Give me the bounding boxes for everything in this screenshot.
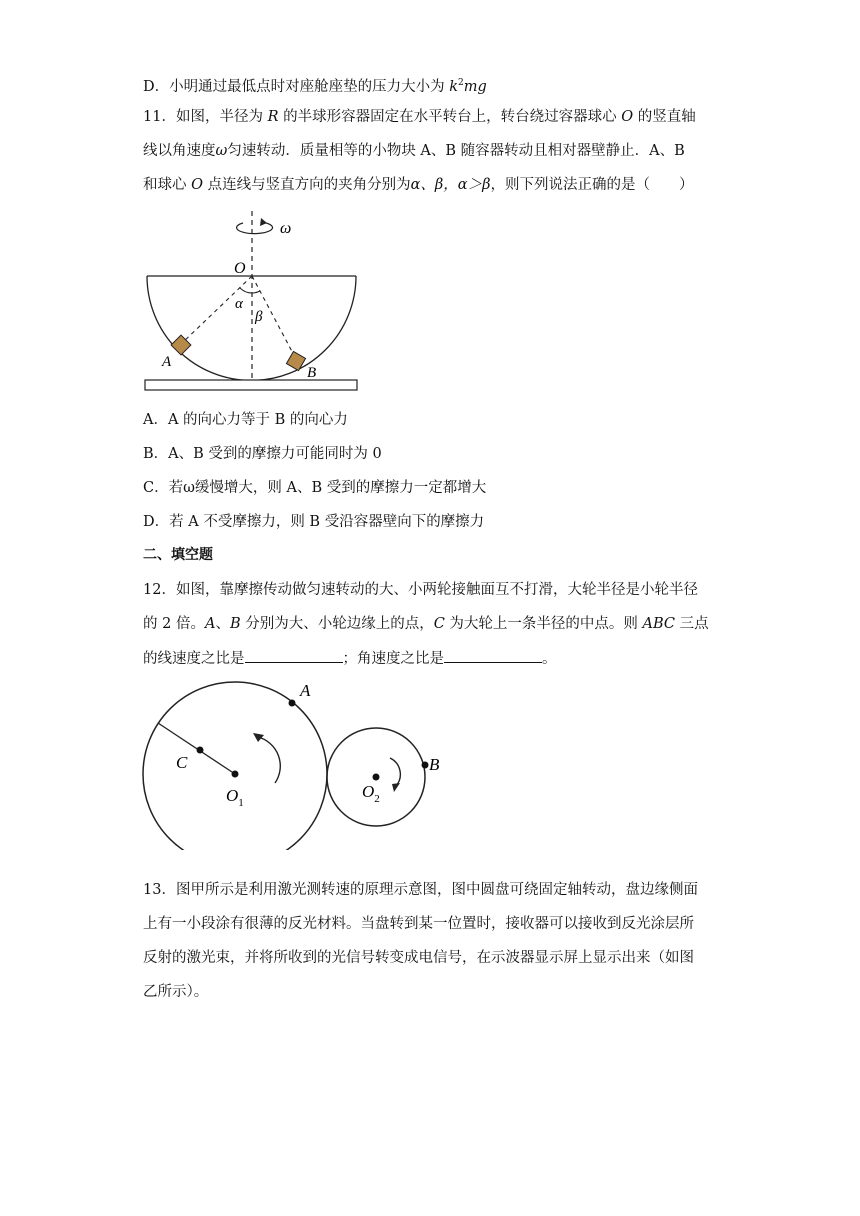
q13-line-1: 13．图甲所示是利用激光测转速的原理示意图，图中圆盘可绕固定轴转动，盘边缘侧面 <box>143 882 698 898</box>
q12-line-3: 的线速度之比是 ；角速度之比是 。 <box>143 648 557 669</box>
point-a-label: A <box>300 681 311 700</box>
block-b-label: B <box>307 365 317 381</box>
q11-option-a: A．A 的向心力等于 B 的向心力 <box>143 412 348 428</box>
point-c-label: C <box>176 753 188 772</box>
large-wheel <box>143 682 327 850</box>
omega-label: ω <box>280 220 292 237</box>
q11-line-2: 线以角速度ω匀速转动．质量相等的小物块 A、B 随容器转动且相对器壁静止．A、B <box>143 143 685 159</box>
large-wheel-arrow-icon <box>258 737 280 783</box>
q12-line-1: 12．如图，靠摩擦传动做匀速转动的大、小两轮接触面互不打滑，大轮半径是小轮半径 <box>143 582 698 598</box>
q13-line-2: 上有一小段涂有很薄的反光材料。当盘转到某一位置时，接收器可以接收到反光涂层所 <box>143 916 694 932</box>
q11-line-3: 和球心 O 点连线与竖直方向的夹角分别为α、β，α＞β，则下列说法正确的是（ ） <box>143 177 694 193</box>
turntable <box>145 380 357 390</box>
point-b-label: B <box>429 755 440 774</box>
center-o1-dot <box>232 771 239 778</box>
point-c-dot <box>197 747 204 754</box>
q12-wheels-figure <box>140 680 450 850</box>
point-b-dot <box>422 762 429 769</box>
alpha-arc <box>240 288 252 293</box>
o-label: O <box>234 260 246 277</box>
large-wheel-radius <box>158 723 235 774</box>
answer-blank-1[interactable] <box>245 648 343 663</box>
section-heading: 二、填空题 <box>143 547 213 563</box>
q11-option-c: C．若ω缓慢增大，则 A、B 受到的摩擦力一定都增大 <box>143 480 487 496</box>
small-wheel-arrow-icon <box>390 758 400 786</box>
beta-arc <box>252 291 260 293</box>
o2-label: $O_2$ <box>362 782 380 805</box>
q12-line-2: 的 2 倍。A、B 分别为大、小轮边缘上的点，C 为大轮上一条半径的中点。则 ABC 三点 <box>143 616 709 632</box>
q11-option-d: D．若 A 不受摩擦力，则 B 受沿容器壁向下的摩擦力 <box>143 514 485 530</box>
point-a-dot <box>289 700 296 707</box>
q11-line-1: 11．如图，半径为 R 的半球形容器固定在水平转台上，转台绕过容器球心 O 的竖直轴 <box>143 109 696 125</box>
q10-option-d: D．小明通过最低点时对座舱座垫的压力大小为 $k^2mg$ <box>143 78 487 95</box>
o1-label: $O_1$ <box>226 786 244 809</box>
answer-blank-2[interactable] <box>444 648 542 663</box>
q13-line-3: 反射的激光束，并将所收到的光信号转变成电信号，在示波器显示屏上显示出来（如图 <box>143 950 694 966</box>
beta-label: β <box>255 309 263 325</box>
rotation-arrow-icon <box>237 222 273 234</box>
q11-option-b: B．A、B 受到的摩擦力可能同时为 0 <box>143 446 382 462</box>
center-o2-dot <box>373 774 380 781</box>
block-a-label: A <box>162 354 172 370</box>
q13-line-4: 乙所示）。 <box>143 984 209 1000</box>
q11-hemisphere-figure <box>140 205 370 395</box>
alpha-label: α <box>235 296 243 312</box>
